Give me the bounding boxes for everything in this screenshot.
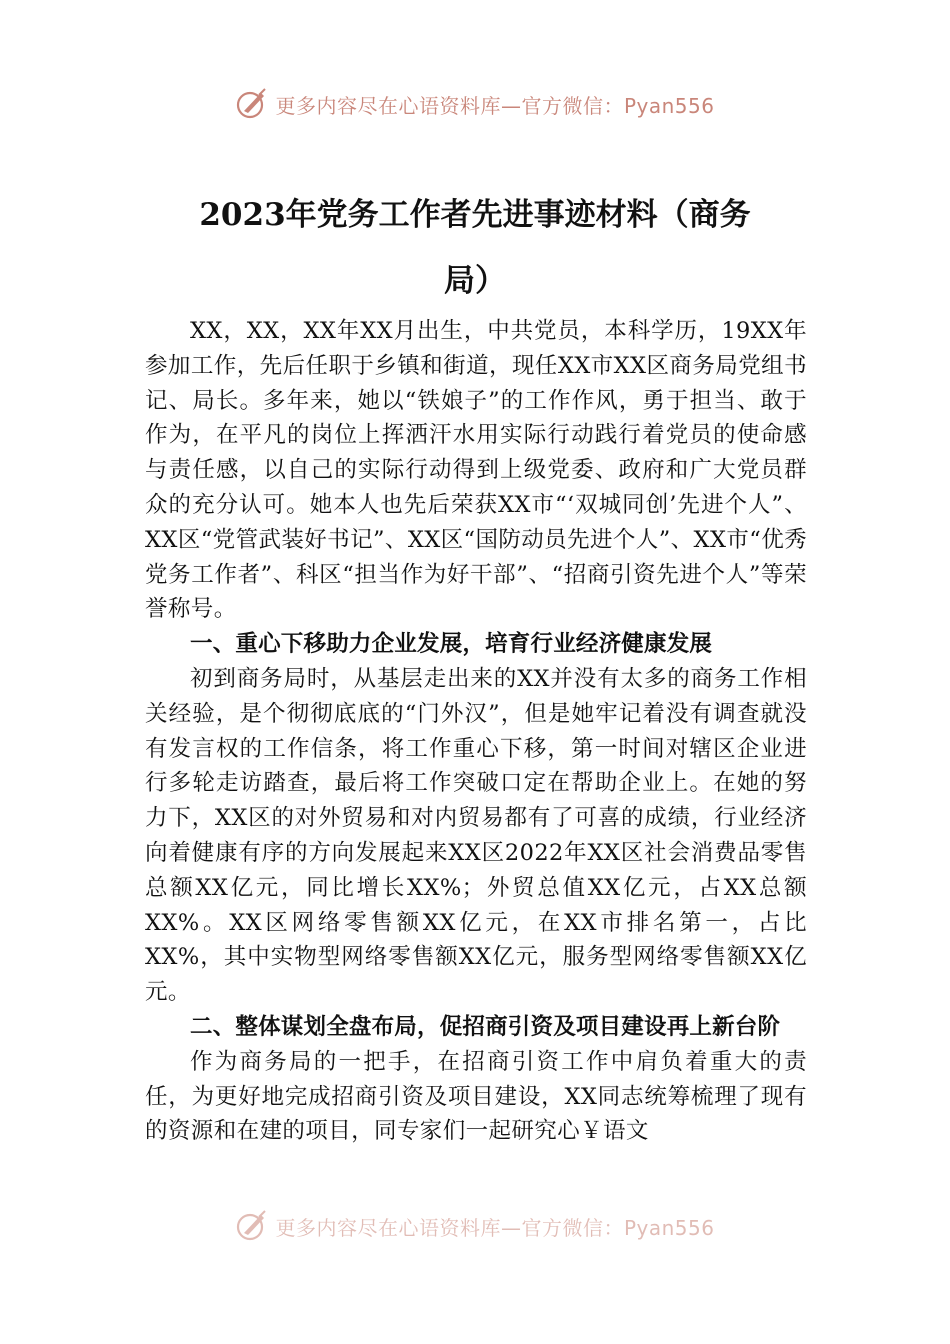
title-line-1: 2023年党务工作者先进事迹材料（商务 [199,197,751,233]
document-body [145,314,807,1149]
section-heading-2: 二、整体谋划全盘布局，促招商引资及项目建设再上新台阶 [190,1013,781,1040]
document-title [120,182,830,314]
section-heading-1: 一、重心下移助力企业发展，培育行业经济健康发展 [190,631,713,658]
title-line-2: 局） [444,263,506,299]
watermark-text: 更多内容尽在心语资料库—官方微信：Pyan556 [275,93,715,118]
paragraph-section-1: 初到商务局时，从基层走出来的XX并没有太多的商务工作相关经验，是个彻彻底底的“门外汉”，但是她牢记着没有调查就没有发言权的工作信条，将工作重心下移，第一时间对辖区企业进行多轮走访踏查，最后将工作突破口定在帮助企业上。在她的努力下，XX区的对外贸易和对内贸易都有了可喜的成绩，行业经济向着健康有序的方向发展起来XX区2022年XX区社会消费品零售总额XX亿元，同比增长XX%；外贸总值XX亿元，占XX总额XX%。XX区网络零售额XX亿元，在XX市排名第一，占比XX%，其中实物型网络零售额XX亿元，服务型网络零售额XX亿元。 [145,665,807,1006]
pen-feather-logo-icon [235,87,269,121]
paragraph-intro: XX，XX，XX年XX月出生，中共党员，本科学历，19XX年参加工作，先后任职于乡镇和街道，现任XX市XX区商务局党组书记、局长。多年来，她以“铁娘子”的工作作风，勇于担当、敢于作为，在平凡的岗位上挥洒汗水用实际行动践行着党员的使命感与责任感，以自己的实际行动得到上级党委、政府和广大党员群众的充分认可。她本人也先后荣获XX市“‘双城同创’先进个人”、XX区“党管武装好书记”、XX区“国防动员先进个人”、XX市“优秀党务工作者”、科区“担当作为好干部”、“招商引资先进个人”等荣誉称号。 [145,318,807,623]
pen-feather-logo-icon [235,1209,269,1243]
watermark-text: 更多内容尽在心语资料库—官方微信：Pyan556 [275,1215,715,1240]
paragraph-section-2: 作为商务局的一把手，在招商引资工作中肩负着重大的责任，为更好地完成招商引资及项目建设，XX同志统筹梳理了现有的资源和在建的项目，同专家们一起研究心￥语文 [145,1048,807,1145]
watermark-banner-bottom [0,1208,950,1244]
watermark-banner-top [0,84,950,124]
